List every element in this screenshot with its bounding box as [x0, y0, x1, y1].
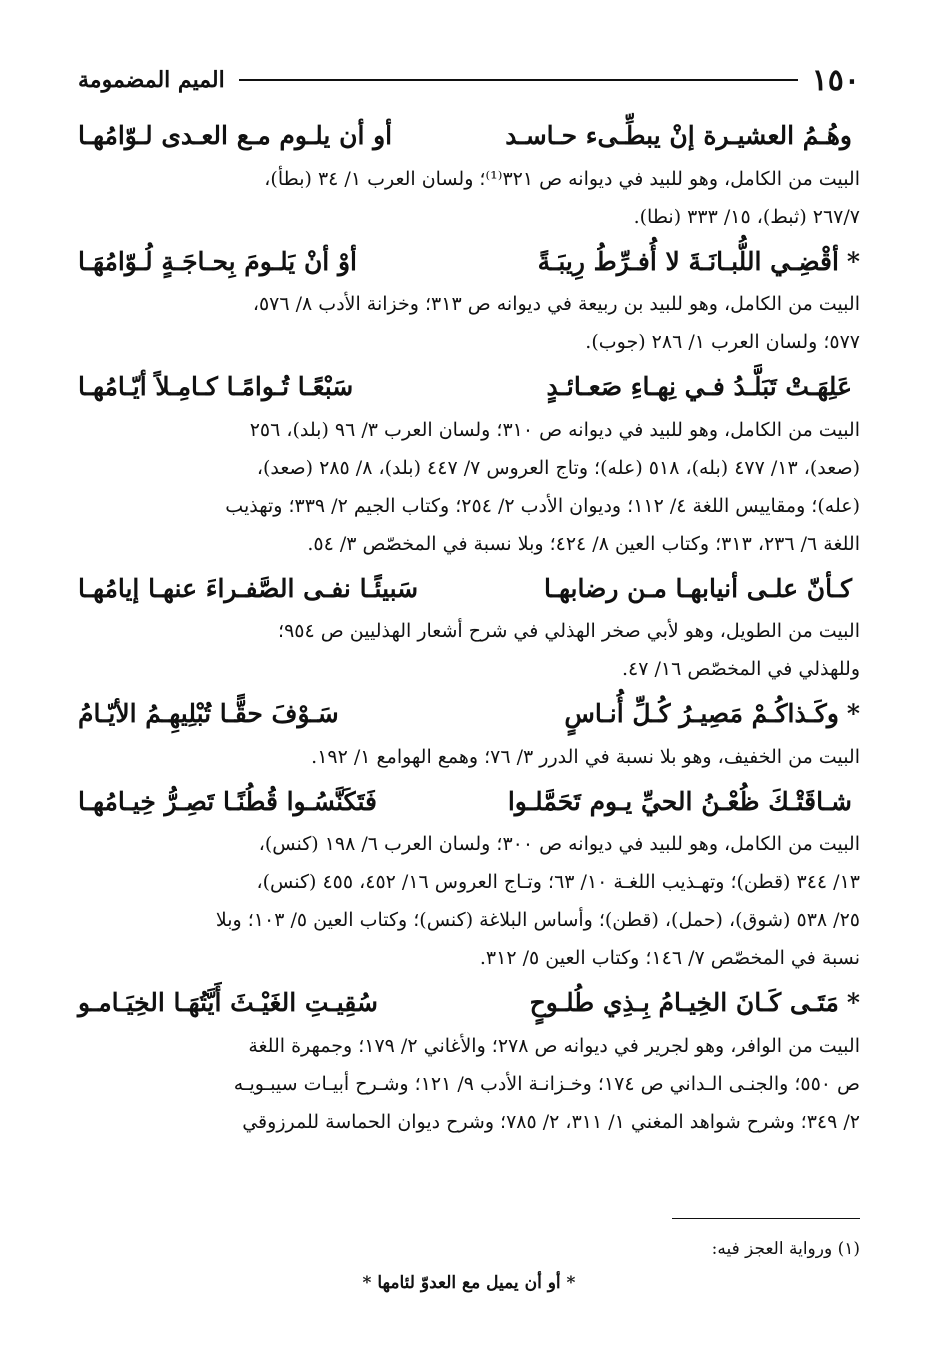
- note-line: نسبة في المخصّص ٧/ ١٤٦؛ وكتاب العين ٥/ ٣١٢.: [479, 947, 860, 969]
- note-line: البيت من الطويل، وهو لأبي صخر الهذلي في شرح أشعار الهذليين ص ٩٥٤؛: [278, 620, 860, 642]
- note-line: ٥٧٧؛ ولسان العرب ١/ ٢٨٦ (جوب).: [585, 331, 860, 353]
- verse-first-hemistich: وهُـمُ العشيـرة إنْ يبطِّـىء حـاسـد: [505, 121, 852, 150]
- verse-line: [78, 363, 860, 411]
- page-body: [78, 112, 860, 1143]
- verse-second-hemistich: سَبيئًـا نفـى الصَّفـراءَ عنهـا إيامُهـا: [78, 573, 419, 603]
- verse-line: [78, 112, 860, 160]
- note-line: البيت من الكامل، وهو للبيد في ديوانه ص ٣٢١⁽¹⁾؛ ولسان العرب ١/ ٣٤ (بطأ)،: [264, 167, 860, 190]
- note-line: ٢٦٧/٧ (ثبط)، ١٥/ ٣٣٣ (نطا).: [633, 205, 860, 228]
- verse-second-hemistich: أو أن يلـوم مـع العـدى لـوّامُهـا: [78, 121, 393, 150]
- verse-line: [78, 565, 860, 613]
- asterisk-marker: *: [846, 699, 860, 728]
- verse-line: [78, 690, 860, 738]
- citation-note: [78, 160, 860, 236]
- citation-note: [78, 825, 860, 977]
- citation-note: [78, 612, 860, 688]
- note-line: ٢٥/ ٥٣٨ (شوق)، (حمل)، (قطن)؛ وأساس البلاغة (كنس)؛ وكتاب العين ٥/ ١٠٣؛ وبلا: [215, 909, 860, 931]
- note-line: ١٣/ ٣٤٤ (قطن)؛ وتهـذيب اللغـة ١٠/ ٦٣؛ وتـاج العروس ١٦/ ٤٥٢، ٤٥٥ (كنس)،: [256, 871, 860, 893]
- note-line: البيت من الوافر، وهو لجرير في ديوانه ص ٢٧٨؛ والأغاني ٢/ ١٧٩؛ وجمهرة اللغة: [248, 1034, 860, 1057]
- note-line: ص ٥٥٠؛ والجنـى الـداني ص ١٧٤؛ وخـزانـة الأدب ٩/ ١٢١؛ وشـرح أبيـات سيبـويـه: [233, 1072, 860, 1095]
- verse-line: [78, 238, 860, 286]
- citation-note: [78, 411, 860, 563]
- running-title: الميم المضمومة: [78, 67, 225, 93]
- header-rule: [239, 79, 798, 81]
- note-line: البيت من الكامل، وهو للبيد بن ربيعة في ديوانه ص ٣١٣؛ وخزانة الأدب ٨/ ٥٧٦،: [252, 293, 860, 315]
- note-line: (صعد)، ١٣/ ٤٧٧ (بله)، ٥١٨ (عله)؛ وتاج العروس ٧/ ٤٤٧ (بلد)، ٨/ ٢٨٥ (صعد)،: [256, 456, 860, 479]
- note-line: ٢/ ٣٤٩؛ وشرح شواهد المغني ١/ ٣١١، ٢/ ٧٨٥؛ وشرح ديوان الحماسة للمرزوقي: [242, 1110, 860, 1133]
- verse-line: [78, 979, 860, 1027]
- note-line: البيت من الكامل، وهو للبيد في ديوانه ص ٣٠٠؛ ولسان العرب ٦/ ١٩٨ (كنس)،: [258, 833, 860, 855]
- verse-first-hemistich: عَلِهَـتْ تَبَلَّـدُ فـي نِهـاءِ صَعـائـدٍ: [546, 372, 852, 401]
- verse-second-hemistich: سُقِيـتِ الغَيْـثَ أَيَّتُهَـا الخِيَـامـو: [78, 988, 378, 1017]
- verse-first-hemistich: *مَتَـى كَـانَ الخِيـامُ بِـذِي طُلـوحٍ: [529, 988, 860, 1017]
- footnote-area: [78, 1234, 860, 1302]
- footnote-separator: [672, 1218, 860, 1219]
- verse-first-hemistich: *أقْضِـي اللُّبـانَـةَ لا أُفـرِّطُ رِيبَـةً: [537, 246, 860, 276]
- verse-first-hemistich: *وكَـذاكُـمْ مَصِيـرُ كُـلِّ أُنـاسٍ: [564, 699, 860, 728]
- note-line: (عله)؛ ومقاييس اللغة ٤/ ١١٢؛ وديوان الأدب ٢/ ٢٥٤؛ وكتاب الجيم ٢/ ٣٣٩؛ وتهذيب: [225, 494, 860, 517]
- citation-note: [78, 1027, 860, 1141]
- citation-note: [78, 285, 860, 361]
- note-line: البيت من الكامل، وهو للبيد في ديوانه ص ٣١٠؛ ولسان العرب ٣/ ٩٦ (بلد)، ٢٥٦: [249, 418, 860, 441]
- page-header: [78, 60, 860, 100]
- asterisk-marker: *: [846, 246, 860, 276]
- page-number: ١٥٠: [811, 62, 860, 98]
- note-line: البيت من الخفيف، وهو بلا نسبة في الدرر ٣/ ٧٦؛ وهمع الهوامع ١/ ١٩٢.: [311, 745, 860, 768]
- verse-second-hemistich: فَتَكَنَّسُـوا قُطُنًـا تَصِـرُّ خِيـامُهـا: [78, 786, 377, 816]
- verse-first-hemistich: كـأنّ علـى أنيابهـا مـن رضابهـا: [544, 573, 852, 603]
- verse-line: [78, 778, 860, 826]
- footnote-verse: * أو أن يميل مع العدوّ لئامها *: [362, 1272, 576, 1293]
- verse-second-hemistich: أوْ أنْ يَلـومَ بِحـاجَـةٍ لُـوّامُهَـا: [78, 246, 357, 276]
- citation-note: [78, 738, 860, 776]
- verse-second-hemistich: سَبْعًـا تُـوامًـا كـامِـلاً أيّـامُهـا: [78, 372, 354, 401]
- asterisk-marker: *: [846, 988, 860, 1017]
- footnote-label: (١) ورواية العجز فيه:: [711, 1239, 860, 1259]
- note-line: اللغة ٦/ ٢٣٦، ٣١٣؛ وكتاب العين ٨/ ٤٢٤؛ وبلا نسبة في المخصّص ٣/ ٥٤.: [307, 532, 860, 555]
- note-line: وللهذلي في المخصّص ١٦/ ٤٧.: [621, 658, 860, 680]
- verse-second-hemistich: سَـوْفَ حقًّـا تُبْلِيهِـمُ الأيّـامُ: [78, 699, 339, 728]
- verse-first-hemistich: شـاقَتْـكَ ظُعْـنُ الحيِّ يـوم تَحَمَّلـوا: [507, 786, 852, 816]
